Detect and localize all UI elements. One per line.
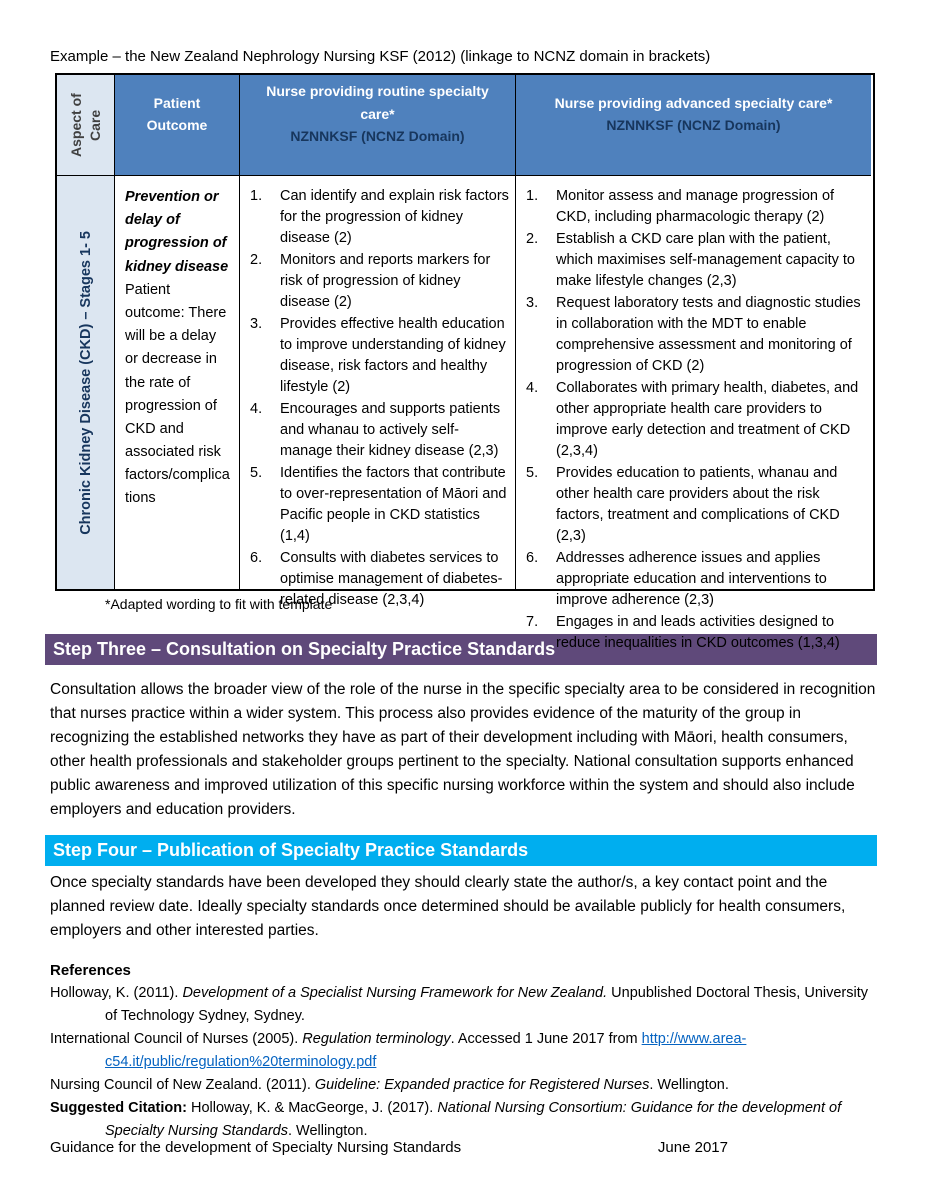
step-four-paragraph: Once specialty standards have been developed they should clearly state the author/s, a key contact point and the planned review date. Ideally specialty standards once determined should be available publicly for health consumers, employers and other interested parties. xyxy=(50,874,846,939)
references-heading: References xyxy=(50,962,131,979)
list-item: Provides education to patients, whanau and other health care providers about the risk factors, treatment and complications of CKD (2,3) xyxy=(556,465,840,544)
reference-text: Holloway, K. & MacGeorge, J. (2017). xyxy=(186,1100,438,1116)
patient-outcome-text: Patient outcome: There will be a delay or decrease in the rate of progression of CKD and associated risk factors/complications xyxy=(125,281,230,507)
page-footer xyxy=(50,1139,875,1156)
table-caption: Example – the New Zealand Nephrology Nursing KSF (2012) (linkage to NCNZ domain in brackets) xyxy=(50,48,711,65)
step-four-banner xyxy=(45,835,877,866)
list-item: Can identify and explain risk factors for the progression of kidney disease (2) xyxy=(280,188,509,246)
reference-entry-icn-2005 xyxy=(50,1028,878,1074)
list-item: Identifies the factors that contribute to over-representation of Māori and Pacific people in CKD statistics (1,4) xyxy=(280,465,507,544)
table-cell-routine-care-list xyxy=(240,176,516,608)
list-item: Engages in and leads activities designed to reduce inequalities in CKD outcomes (1,3,4) xyxy=(556,614,840,651)
advanced-care-list xyxy=(522,186,865,654)
footer-document-title: Guidance for the development of Specialty Nursing Standards xyxy=(50,1139,462,1156)
list-item: Consults with diabetes services to optimise management of diabetes-related disease (2,3,4) xyxy=(280,550,503,608)
routine-care-list xyxy=(246,186,509,611)
patient-outcome-header-label: Patient Outcome xyxy=(146,94,208,133)
table-header-aspect-of-care xyxy=(57,75,115,176)
table-header-routine-care xyxy=(240,75,516,176)
list-item: Request laboratory tests and diagnostic studies in collaboration with the MDT to enable comprehensive assessment and monitoring of progression of CKD (2) xyxy=(556,295,861,374)
advanced-care-header-line2: NZNNKSF (NCNZ Domain) xyxy=(606,117,781,133)
reference-title: Regulation terminology xyxy=(302,1031,451,1047)
ckd-stages-label: Chronic Kidney Disease (CKD) – Stages 1- 5 xyxy=(77,230,94,535)
reference-text: International Council of Nurses (2005). xyxy=(50,1031,303,1047)
table-cell-patient-outcome xyxy=(115,176,240,589)
suggested-citation-label: Suggested Citation: xyxy=(50,1100,187,1116)
reference-entry-holloway-2011 xyxy=(50,982,878,1028)
list-item: Provides effective health education to improve understanding of kidney disease, risk factors and healthy lifestyle (2) xyxy=(280,316,506,395)
reference-text: . Accessed 1 June 2017 from xyxy=(450,1031,642,1047)
reference-text: Holloway, K. (2011). xyxy=(50,985,183,1001)
advanced-care-header-line1: Nurse providing advanced specialty care* xyxy=(554,94,833,111)
list-item: Addresses adherence issues and applies appropriate education and interventions to improve adherence (2,3) xyxy=(556,550,827,608)
table-footnote: *Adapted wording to fit with template xyxy=(105,596,333,612)
step-four-heading: Step Four – Publication of Specialty Practice Standards xyxy=(53,840,529,860)
references-list xyxy=(50,982,878,1143)
reference-title: National Nursing Consortium: Guidance for the development of Specialty Nursing Standards xyxy=(105,1100,842,1139)
table-header-advanced-care xyxy=(516,75,871,176)
reference-title: Guideline: Expanded practice for Registered Nurses xyxy=(314,1077,650,1093)
table-header-patient-outcome xyxy=(115,75,240,176)
reference-text: Unpublished Doctoral Thesis, University of Technology Sydney, Sydney. xyxy=(105,985,869,1024)
reference-text: Nursing Council of New Zealand. (2011). xyxy=(50,1077,315,1093)
reference-text: . Wellington. xyxy=(287,1123,368,1139)
reference-title: Development of a Specialist Nursing Framework for New Zealand. xyxy=(182,985,608,1001)
routine-care-header-line1: Nurse providing routine specialty care* xyxy=(266,83,489,122)
reference-entry-ncnz-2011 xyxy=(50,1074,878,1097)
list-item: Monitors and reports markers for risk of progression of kidney disease (2) xyxy=(280,252,491,310)
list-item: Collaborates with primary health, diabetes, and other appropriate health care providers to improve early detection and treatment of CKD (2,3,4) xyxy=(556,380,859,459)
table-cell-aspect-ckd xyxy=(57,176,115,589)
list-item: Encourages and supports patients and whanau to actively self-manage their kidney disease (2,3) xyxy=(280,401,501,459)
footer-date: June 2017 xyxy=(657,1139,728,1156)
routine-care-header-line2: NZNNKSF (NCNZ Domain) xyxy=(290,128,465,145)
step-three-paragraph: Consultation allows the broader view of the role of the nurse in the specific specialty area to be considered in recognition that nurses practice within a wider system. This process also provides evidence of the maturity of the group in recognizing the established networks they have as part of their development including with Māori, health consumers, other health professionals and stakeholder groups pertinent to the specialty. National consultation supports enhanced public awareness and improved utilization of this specific nursing workforce within the system and should also include employers and education providers. xyxy=(50,681,876,818)
list-item: Establish a CKD care plan with the patient, which maximises self-management capacity to make lifestyle changes (2,3) xyxy=(556,231,855,289)
reference-text: . Wellington. xyxy=(649,1077,729,1093)
reference-entry-suggested-citation xyxy=(50,1097,878,1143)
reference-hyperlink[interactable]: http://www.area-c54.it/public/regulation%20terminology.pdf xyxy=(105,1031,747,1070)
patient-outcome-lead: Prevention or delay of progression of kidney disease xyxy=(125,189,229,275)
aspect-of-care-header-label: Aspect of Care xyxy=(67,93,103,157)
list-item: Monitor assess and manage progression of CKD, including pharmacologic therapy (2) xyxy=(556,188,835,225)
table-cell-advanced-care-list xyxy=(516,176,871,651)
step-three-heading: Step Three – Consultation on Specialty Practice Standards xyxy=(53,639,556,659)
